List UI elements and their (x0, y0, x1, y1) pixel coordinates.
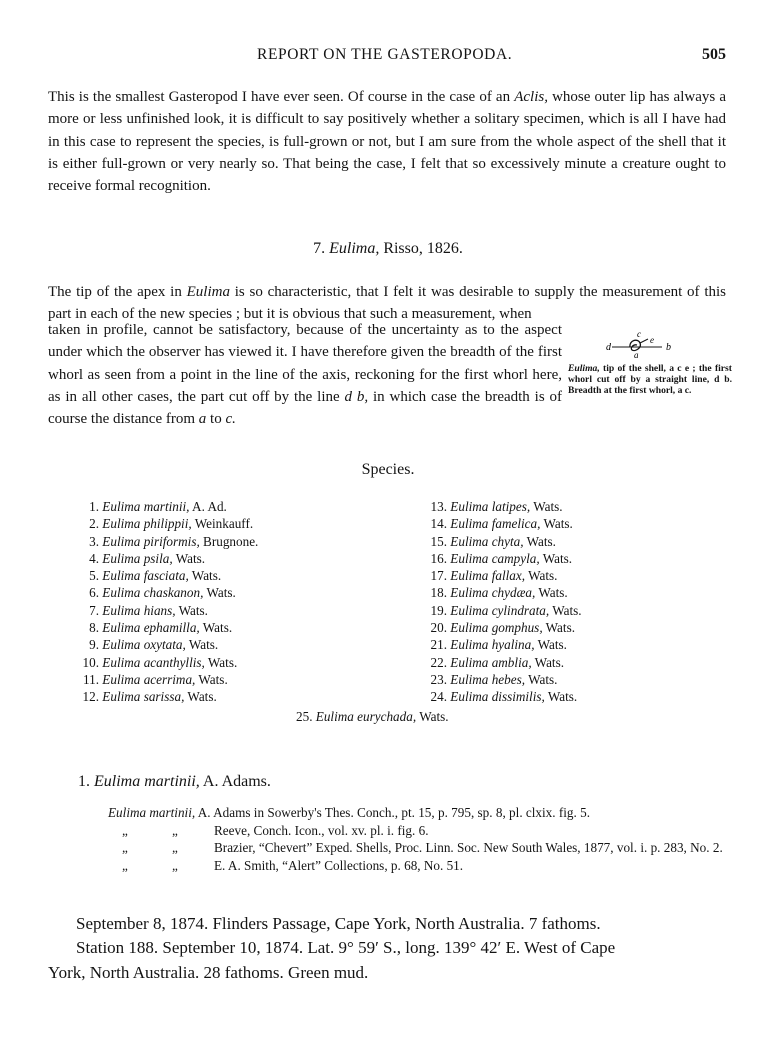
species-item: 1. Eulima martinii, A. Ad. (89, 499, 227, 514)
section-heading: 7. Eulima, Risso, 1826. (313, 240, 463, 257)
species-item: 2. Eulima philippii, Weinkauff. (89, 516, 254, 532)
species-item: 20. Eulima gomphus, Wats. (430, 620, 576, 636)
intro-paragraph: This is the smallest Gasteropod I have ever seen. Of course in the case of an Aclis, whose outer lip has always a more or less unfinished look, it is difficult to say positively whether a solitary specimen, which is all I have had in this case to represent the species, is full-grown or not, but I am sure from the whole aspect of the shell that it is either full-grown or very nearly so. That being the case, I felt that so excessively minute a creature ought to receive formal recognition. (48, 89, 726, 195)
reference-item: „ „ E. A. Smith, “Alert” Collections, p. 68, No. 51. (122, 857, 464, 873)
species-item: 15. Eulima chyta, Wats. (430, 533, 556, 549)
reference-item: Eulima martinii, A. Adams in Sowerby's Thes. Conch., pt. 15, p. 795, sp. 8, pl. clxix. fig. 5. (108, 805, 591, 820)
ditto-mark: „ (122, 822, 128, 838)
species-item: 11. Eulima acerrima, Wats. (83, 671, 228, 687)
species-item: 3. Eulima piriformis, Brugnone. (89, 533, 259, 549)
species-item: 10. Eulima acanthyllis, Wats. (82, 654, 238, 670)
ditto-mark: „ (122, 840, 128, 855)
synonymy-references (108, 804, 728, 874)
shell-edge (640, 339, 648, 343)
species-item: 7. Eulima hians, Wats. (89, 602, 208, 618)
species-item: 5. Eulima fasciata, Wats. (89, 568, 222, 584)
species-item: 16. Eulima campyla, Wats. (430, 550, 573, 566)
species-item: 18. Eulima chydæa, Wats. (430, 585, 568, 601)
species-item: 24. Eulima dissimilis, Wats. (430, 689, 578, 705)
species-entry-heading: 1. Eulima martinii, A. Adams. (78, 773, 271, 790)
page-header (0, 46, 776, 68)
label-b: b (666, 342, 671, 353)
species-item: 17. Eulima fallax, Wats. (430, 568, 558, 584)
label-c: c (637, 331, 641, 339)
locality-line: York, North Australia. 28 fathoms. Green mud. (48, 963, 369, 982)
label-d: d (606, 342, 611, 353)
species-list-left (80, 498, 258, 706)
label-a: a (634, 350, 639, 360)
ditto-mark: „ (122, 857, 128, 873)
locality-line: September 8, 1874. Flinders Passage, Cape York, North Australia. 7 fathoms. (76, 914, 601, 933)
apex-paragraph: The tip of the apex in Eulima is so characteristic, that I felt it was desirable to supply the measurement of this part in each of the new species ; but it is obvious that such a measurement, when (48, 284, 726, 323)
locality-line: Station 188. September 10, 1874. Lat. 9° 59′ S., long. 139° 42′ E. West of Cape (76, 938, 616, 957)
species-item-last: 25. Eulima eurychada, Wats. (296, 709, 449, 724)
species-heading: Species. (361, 461, 415, 478)
species-item: 21. Eulima hyalina, Wats. (430, 637, 567, 653)
species-item: 6. Eulima chaskanon, Wats. (89, 585, 236, 601)
shell-apex-diagram (604, 331, 684, 361)
apex-paragraph-continued: taken in profile, cannot be satisfactory, because of the uncertainty as to the aspect under which the observer has viewed it. I have therefore given the breadth of the first whorl as seen from a point in the line of the axis, reckoning for the first whorl here, as in all other cases, the part cut off by the line d b, in which case the breadth is of course the distance from a to c. (48, 322, 562, 428)
page-number: 505 (702, 46, 726, 63)
species-item: 14. Eulima famelica, Wats. (430, 516, 573, 532)
ditto-mark: „ (172, 822, 178, 838)
reference-item: „ „ Brazier, “Chevert” Exped. Shells, Proc. Linn. Soc. New South Wales, 1877, vol. i. p. 283, No. 2. (122, 840, 723, 855)
whorl-outline (630, 340, 640, 350)
species-item: 4. Eulima psila, Wats. (89, 550, 206, 566)
label-e: e (650, 335, 654, 345)
shell-apex-figure (568, 331, 732, 396)
species-item: 9. Eulima oxytata, Wats. (89, 637, 219, 653)
reference-item: „ „ Reeve, Conch. Icon., vol. xv. pl. i. fig. 6. (122, 822, 429, 838)
species-list-right (424, 498, 582, 706)
ditto-mark: „ (172, 857, 178, 873)
species-item: 13. Eulima latipes, Wats. (430, 499, 563, 514)
species-item: 22. Eulima amblia, Wats. (430, 654, 565, 670)
species-item: 19. Eulima cylindrata, Wats. (430, 602, 582, 618)
species-item: 23. Eulima hebes, Wats. (430, 671, 558, 687)
species-item: 8. Eulima ephamilla, Wats. (89, 620, 233, 636)
running-title: REPORT ON THE GASTEROPODA. (257, 46, 513, 63)
ditto-mark: „ (172, 840, 178, 855)
species-item: 12. Eulima sarissa, Wats. (82, 689, 217, 705)
figure-caption: Eulima, tip of the shell, a c e ; the first whorl cut off by a straight line, d b. Breadth at the first whorl, a c. (568, 363, 732, 396)
